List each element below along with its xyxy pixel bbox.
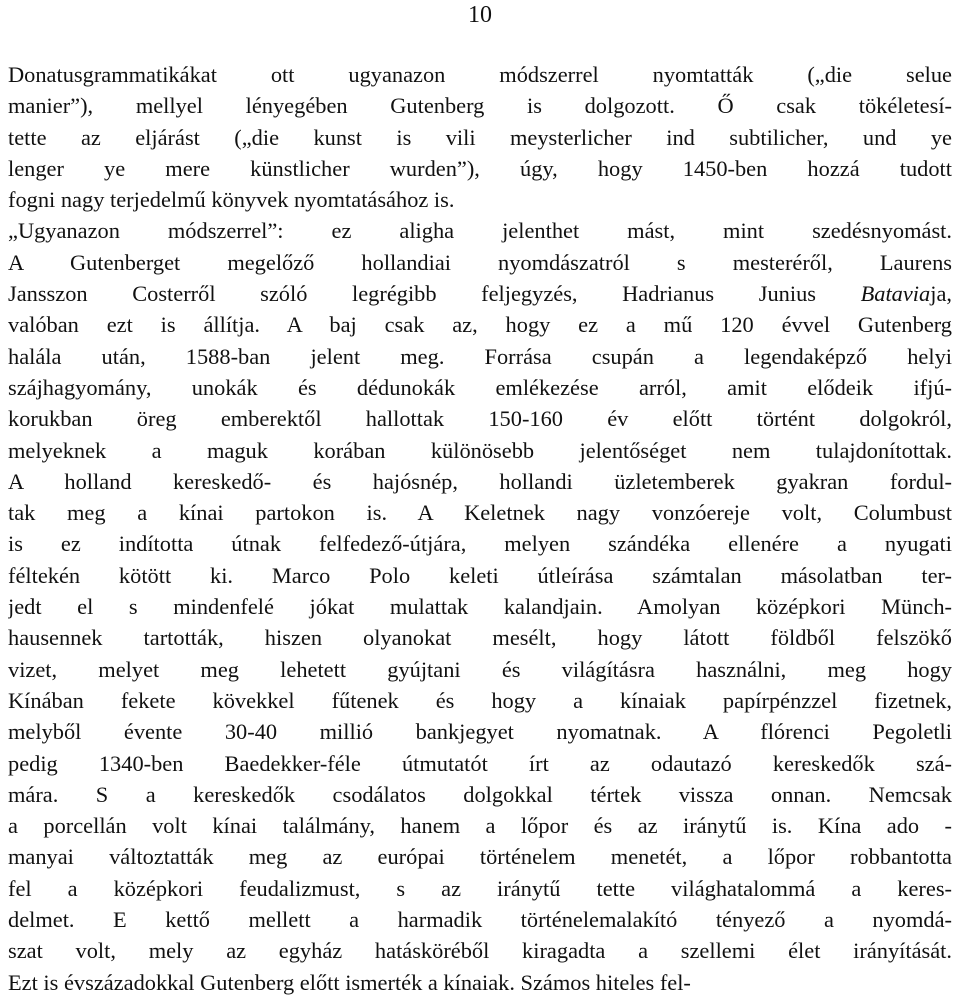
text-segment: manyai változtatták meg az európai történelem menetét, a lőpor robbantotta	[8, 844, 952, 870]
text-segment: A holland kereskedő- és hajósnép, hollandi üzletemberek gyakran fordul-	[8, 468, 952, 494]
text-segment: Jansszon Costerről szóló legrégibb feljegyzés, Hadrianus Junius	[8, 281, 861, 307]
text-segment: a porcellán volt kínai találmány, hanem a lőpor és az iránytű is. Kína ado -	[8, 813, 952, 839]
text-line	[8, 435, 952, 466]
page-number: 10	[468, 2, 492, 28]
text-line	[8, 403, 952, 434]
text-segment: féltekén kötött ki. Marco Polo keleti útleírása számtalan másolatban ter-	[8, 562, 952, 588]
text-segment: valóban ezt is állítja. A baj csak az, hogy ez a mű 120 évvel Gutenberg	[8, 312, 952, 338]
text-segment: hausennek tartották, hiszen olyanokat mesélt, hogy látott földből felszökő	[8, 625, 952, 651]
text-line	[8, 215, 952, 246]
text-line	[8, 967, 952, 998]
text-line	[8, 341, 952, 372]
text-segment: szájhagyomány, unokák és dédunokák emlékezése arról, amit elődeik ifjú-	[8, 374, 952, 400]
text-line	[8, 122, 952, 153]
text-line	[8, 372, 952, 403]
text-segment: Donatusgrammatikákat ott ugyanazon módszerrel nyomtatták („die selue	[8, 62, 952, 87]
text-line	[8, 654, 952, 685]
text-line	[8, 904, 952, 935]
text-line	[8, 497, 952, 528]
text-line	[8, 716, 952, 747]
text-segment: jedt el s mindenfelé jókat mulattak kalandjain. Amolyan középkori Münch-	[8, 594, 952, 620]
text-segment: szat volt, mely az egyház hatásköréből kiragadta a szellemi élet irányítását.	[8, 938, 952, 964]
text-segment: Ezt is évszázadokkal Gutenberg előtt ismerték a kínaiak. Számos hiteles fel-	[8, 969, 691, 995]
text-segment: lenger ye mere künstlicher wurden”), úgy, hogy 1450-ben hozzá tudott	[8, 155, 952, 181]
text-segment: manier”), mellyel lényegében Gutenberg is dolgozott. Ő csak tökéletesí-	[8, 93, 952, 119]
text-segment: fel a középkori feudalizmust, s az iránytű tette világhatalommá a keres-	[8, 875, 952, 901]
text-line	[8, 184, 952, 215]
text-segment: fogni nagy terjedelmű könyvek nyomtatásához is.	[8, 187, 455, 213]
text-segment: melyből évente 30-40 millió bankjegyet nyomatnak. A flórenci Pegoletli	[8, 719, 952, 745]
text-line	[8, 153, 952, 184]
text-line	[8, 309, 952, 340]
text-line	[8, 528, 952, 559]
text-segment: halála után, 1588-ban jelent meg. Forrása csupán a legendaképző helyi	[8, 343, 952, 369]
text-line	[8, 90, 952, 121]
text-line	[8, 622, 952, 653]
text-segment: Kínában fekete kövekkel fűtenek és hogy a kínaiak papírpénzzel fizetnek,	[8, 687, 952, 713]
text-segment: tette az eljárást („die kunst is vili meysterlicher ind subtilicher, und ye	[8, 124, 952, 150]
text-line	[8, 935, 952, 966]
text-segment: is ez indította útnak felfedező-útjára, melyen szándéka ellenére a nyugati	[8, 531, 952, 557]
text-line	[8, 591, 952, 622]
text-line	[8, 247, 952, 278]
text-segment: tak meg a kínai partokon is. A Keletnek nagy vonzóereje volt, Columbust	[8, 500, 952, 526]
body-text	[8, 59, 952, 998]
text-line	[8, 841, 952, 872]
text-segment: melyeknek a maguk korában különösebb jelentőséget nem tulajdonítottak.	[8, 437, 952, 463]
text-segment: vizet, melyet meg lehetett gyújtani és világításra használni, meg hogy	[8, 656, 952, 682]
text-segment: A Gutenberget megelőző hollandiai nyomdászatról s mesteréről, Laurens	[8, 249, 952, 275]
text-line	[8, 873, 952, 904]
text-line	[8, 560, 952, 591]
text-line	[8, 748, 952, 779]
text-line	[8, 278, 952, 309]
text-line	[8, 810, 952, 841]
text-segment: ja,	[930, 281, 952, 307]
text-segment: „Ugyanazon módszerrel”: ez aligha jelenthet mást, mint szedésnyomást.	[8, 218, 952, 244]
text-line	[8, 466, 952, 497]
text-line	[8, 779, 952, 810]
italic-text: Batavia	[860, 281, 931, 307]
text-segment: pedig 1340-ben Baedekker-féle útmutatót írt az odautazó kereskedők szá-	[8, 750, 952, 776]
text-line	[8, 59, 952, 90]
text-segment: korukban öreg emberektől hallottak 150-160 év előtt történt dolgokról,	[8, 406, 952, 432]
text-segment: mára. S a kereskedők csodálatos dolgokkal tértek vissza onnan. Nemcsak	[8, 781, 952, 807]
text-segment: delmet. E kettő mellett a harmadik történelemalakító tényező a nyomdá-	[8, 907, 952, 933]
text-line	[8, 685, 952, 716]
